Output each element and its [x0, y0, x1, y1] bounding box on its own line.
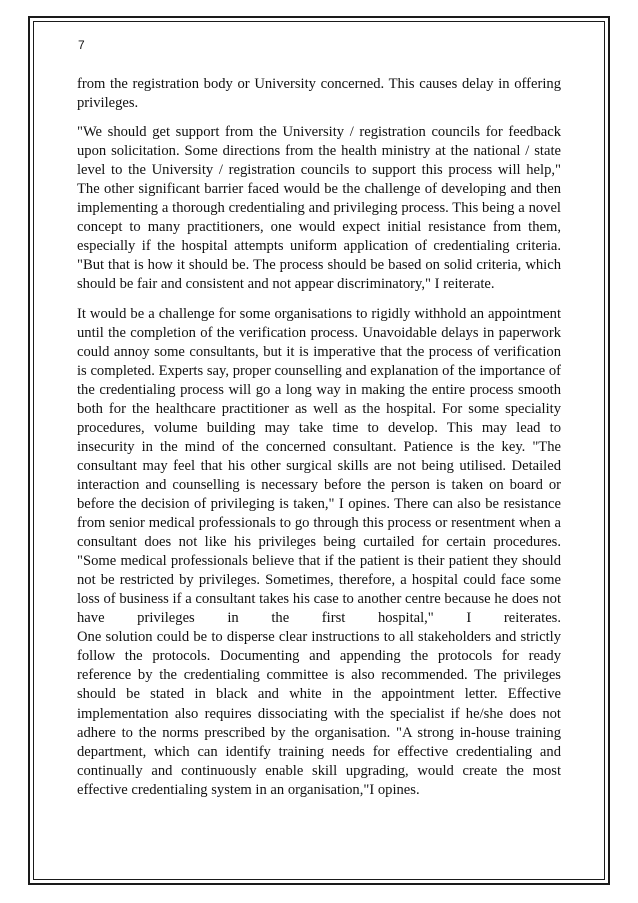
- paragraph-1: from the registration body or University concerned. This causes delay in offering privileges.: [77, 76, 561, 112]
- document-body: [77, 75, 561, 800]
- paragraph-2: "We should get support from the University / registration councils for feedback upon solicitation. Some directions from the health ministry at the national / state level to the University / registration councils to support this process will help," The other significant barrier faced would be the challenge of developing and then implementing a thorough credentialing and privileging process. This being a novel concept to many practitioners, one would expect initial resistance from them, especially if the hospital attempts uniform application of credentialing criteria. "But that is how it should be. The process should be based on solid criteria, which should be fair and consistent and not appear discriminatory," I reiterate.: [77, 124, 561, 293]
- page-number: 7: [78, 38, 85, 52]
- paragraph-3: It would be a challenge for some organisations to rigidly withhold an appointment until the completion of the verification process. Unavoidable delays in paperwork could annoy some consultants, but it is imperative that the process of verification is completed. Experts say, proper counselling and explanation of the importance of the credentialing process will go a long way in making the entire process smooth both for the healthcare practitioner as well as the hospital. For some speciality procedures, volume building may take time to develop. This may lead to insecurity in the mind of the concerned consultant. Patience is the key. "The consultant may feel that his other surgical skills are not being utilised. Detailed interaction and counselling is necessary before the person is taken on board or before the decision of privileging is taken," I opines. There can also be resistance from senior medical professionals to go through this process or resentment when a consultant does not like his privileges being curtailed for certain procedures. "Some medical professionals believe that if the patient is their patient they should not be restricted by privileges. Sometimes, therefore, a hospital could face some loss of business if a consultant takes his case to another centre because he does not have privileges in the first hospital," I reiterates.: [77, 305, 561, 627]
- paragraph-4: One solution could be to disperse clear instructions to all stakeholders and strictly follow the protocols. Documenting and appending the protocols for ready reference by the credentialing committee is also recommended. The privileges should be stated in black and white in the appointment letter. Effective implementation also requires dissociating with the specialist if he/she does not adhere to the norms prescribed by the organisation. "A strong in-house training department, which can identify training needs for effective credentialing and continually and continuously enable skill upgrading, would create the most effective credentialing system in an organisation,"I opines.: [77, 629, 561, 798]
